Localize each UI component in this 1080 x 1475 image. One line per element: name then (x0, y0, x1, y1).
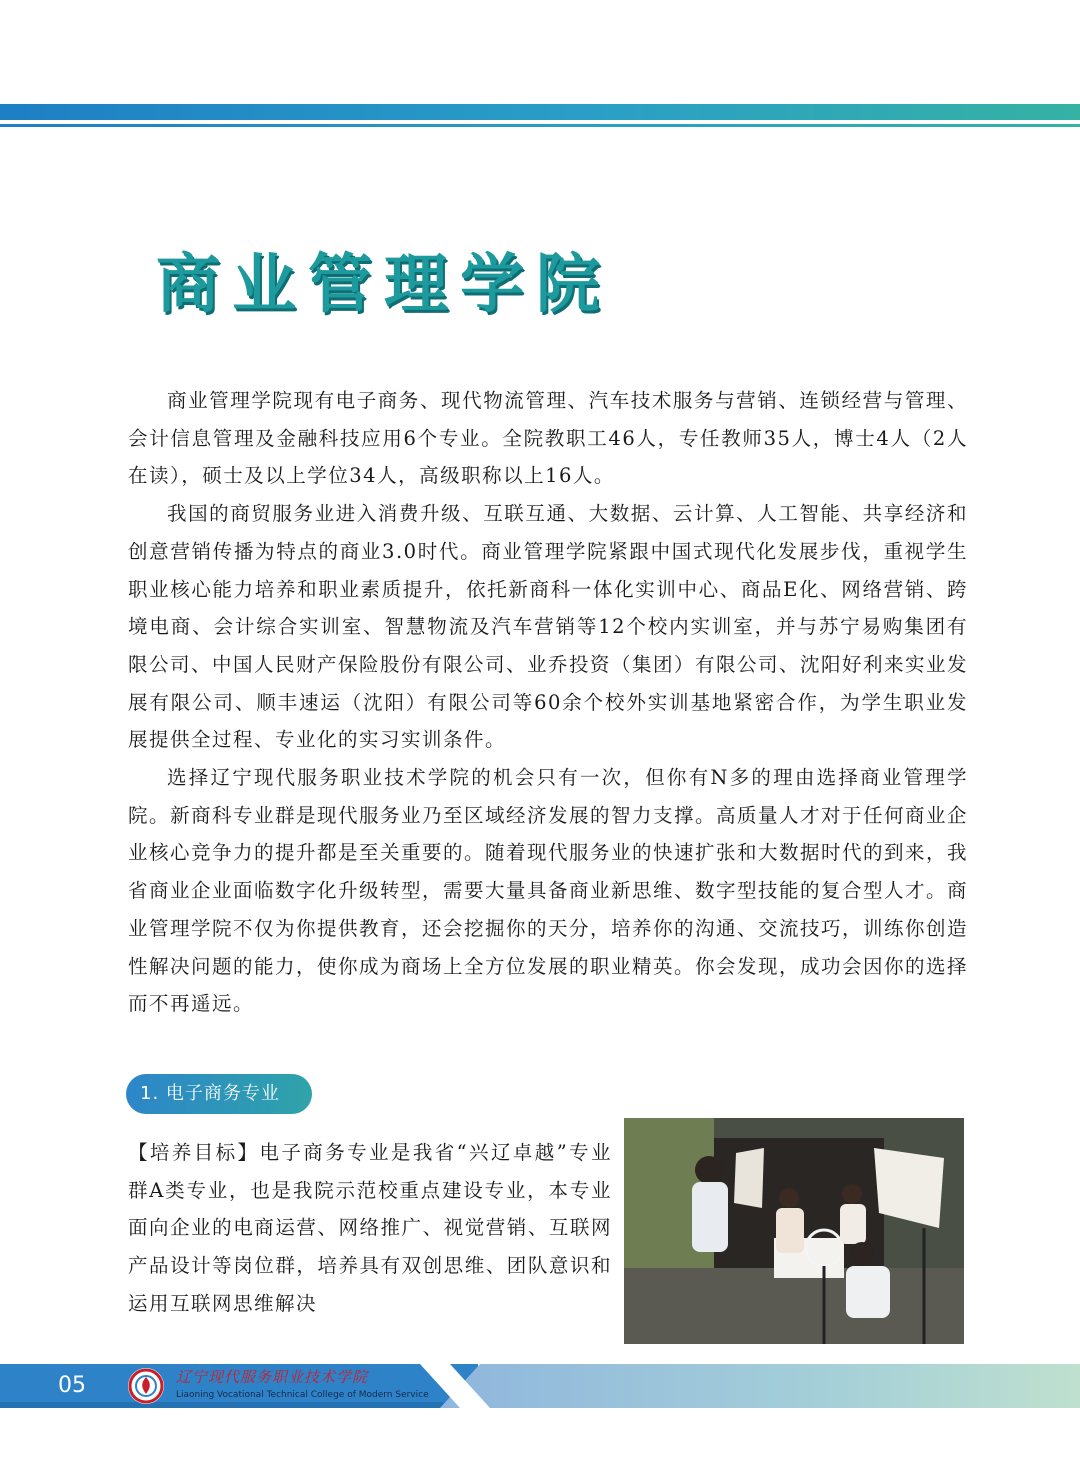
page-title: 商业管理学院 (156, 248, 612, 322)
footer-band-left-accent (0, 1402, 478, 1408)
paragraph-1: 商业管理学院现有电子商务、现代物流管理、汽车技术服务与营销、连锁经营与管理、会计信息管理及金融科技应用6个专业。全院教职工46人，专任教师35人，博士4人（2人在读），硕士及以上学位34人，高级职称以上16人。 (128, 389, 968, 488)
school-name-en: Liaoning Vocational Technical College of Modern Service (176, 1390, 429, 1400)
footer-band-right (440, 1364, 1080, 1408)
section-paragraph: 【培养目标】电子商务专业是我省“兴辽卓越”专业群A类专业，也是我院示范校重点建设专业，本专业面向企业的电商运营、网络推广、视觉营销、互联网产品设计等岗位群，培养具有双创思维、团队意识和运用互联网思维解决 (128, 1141, 612, 1315)
section-body (128, 1134, 612, 1323)
school-logo-icon (128, 1368, 164, 1404)
school-name-cn: 辽宁现代服务职业技术学院 (176, 1368, 369, 1386)
paragraph-3: 选择辽宁现代服务职业技术学院的机会只有一次，但你有N多的理由选择商业管理学院。新商科专业群是现代服务业乃至区域经济发展的智力支撑。高质量人才对于任何商业企业核心竞争力的提升都是至关重要的。随着现代服务业的快速扩张和大数据时代的到来，我省商业企业面临数字化升级转型，需要大量具备商业新思维、数字型技能的复合型人才。商业管理学院不仅为你提供教育，还会挖掘你的天分，培养你的沟通、交流技巧，训练你创造性解决问题的能力，使你成为商场上全方位发展的职业精英。你会发现，成功会因你的选择而不再遥远。 (128, 766, 969, 1016)
studio-photo (624, 1118, 964, 1344)
studio-photo-illustration (624, 1118, 964, 1344)
paragraph-2: 我国的商贸服务业进入消费升级、互联互通、大数据、云计算、人工智能、共享经济和创意营销传播为特点的商业3.0时代。商业管理学院紧跟中国式现代化发展步伐，重视学生职业核心能力培养和职业素质提升，依托新商科一体化实训中心、商品E化、网络营销、跨境电商、会计综合实训室、智慧物流及汽车营销等12个校内实训室，并与苏宁易购集团有限公司、中国人民财产保险股份有限公司、业乔投资（集团）有限公司、沈阳好利来实业发展有限公司、顺丰速运（沈阳）有限公司等60余个校外实训基地紧密合作，为学生职业发展提供全过程、专业化的实习实训条件。 (128, 502, 969, 752)
intro-text (128, 382, 968, 1023)
header-band (0, 104, 1080, 120)
header-line (0, 124, 1080, 127)
page-number: 05 (58, 1373, 86, 1398)
section-heading-ecommerce: 1. 电子商务专业 (126, 1074, 312, 1114)
